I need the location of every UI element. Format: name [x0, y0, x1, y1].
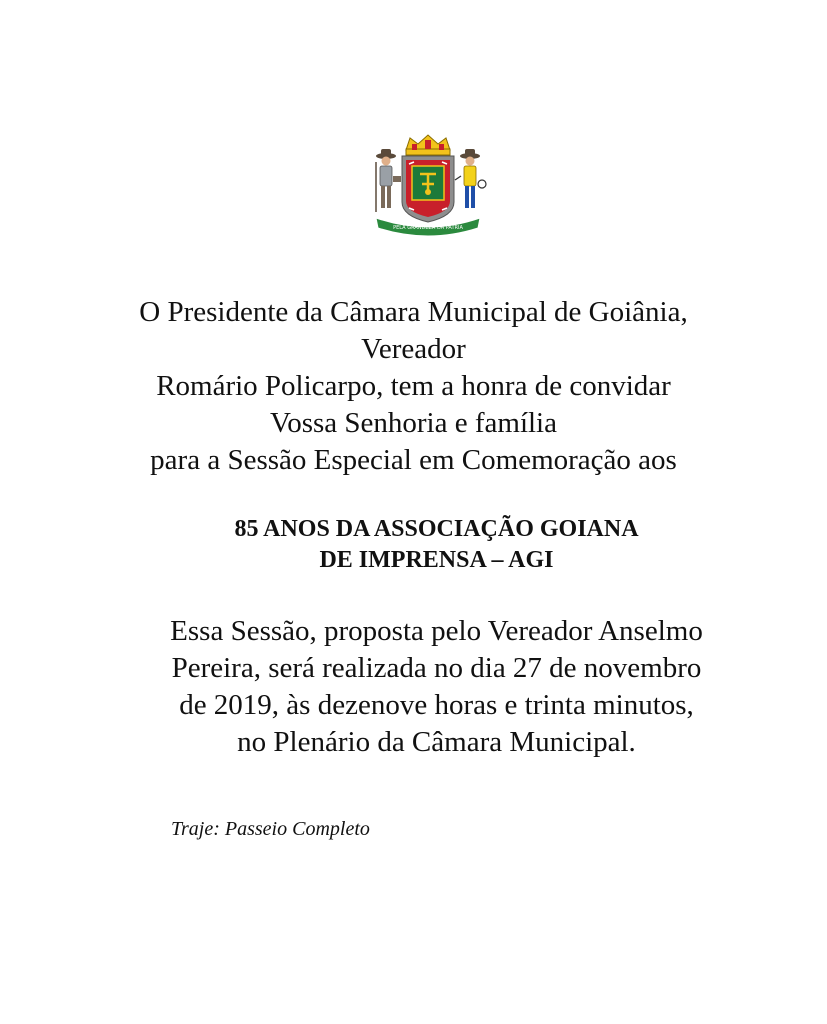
headline-line: DE IMPRENSA – AGI — [319, 547, 554, 573]
event-headline — [0, 514, 827, 576]
motto-text: PELA GRANDEZA DA PÁTRIA — [393, 225, 463, 231]
details-line: de 2019, às dezenove horas e trinta minutos, — [179, 689, 694, 721]
intro-line: Vereador — [361, 333, 466, 365]
dress-code: Traje: Passeio Completo — [171, 818, 370, 840]
details-line: Pereira, será realizada no dia 27 de novembro — [171, 652, 702, 684]
details-line: Essa Sessão, proposta pelo Vereador Anselmo — [170, 615, 703, 647]
intro-line: O Presidente da Câmara Municipal de Goiânia, — [139, 296, 688, 328]
intro-line: Romário Policarpo, tem a honra de convidar — [156, 370, 671, 402]
right-figure-icon — [455, 149, 486, 208]
intro-line: Vossa Senhoria e família — [270, 407, 557, 439]
event-details — [0, 613, 827, 761]
details-line: no Plenário da Câmara Municipal. — [237, 726, 636, 758]
intro-line: para a Sessão Especial em Comemoração aos — [150, 444, 677, 476]
left-figure-icon — [376, 149, 401, 212]
city-coat-of-arms — [366, 132, 490, 238]
shield-icon — [402, 156, 454, 222]
headline-line: 85 ANOS DA ASSOCIAÇÃO GOIANA — [234, 516, 639, 542]
crown-icon — [406, 135, 450, 155]
invitation-intro — [0, 294, 827, 479]
